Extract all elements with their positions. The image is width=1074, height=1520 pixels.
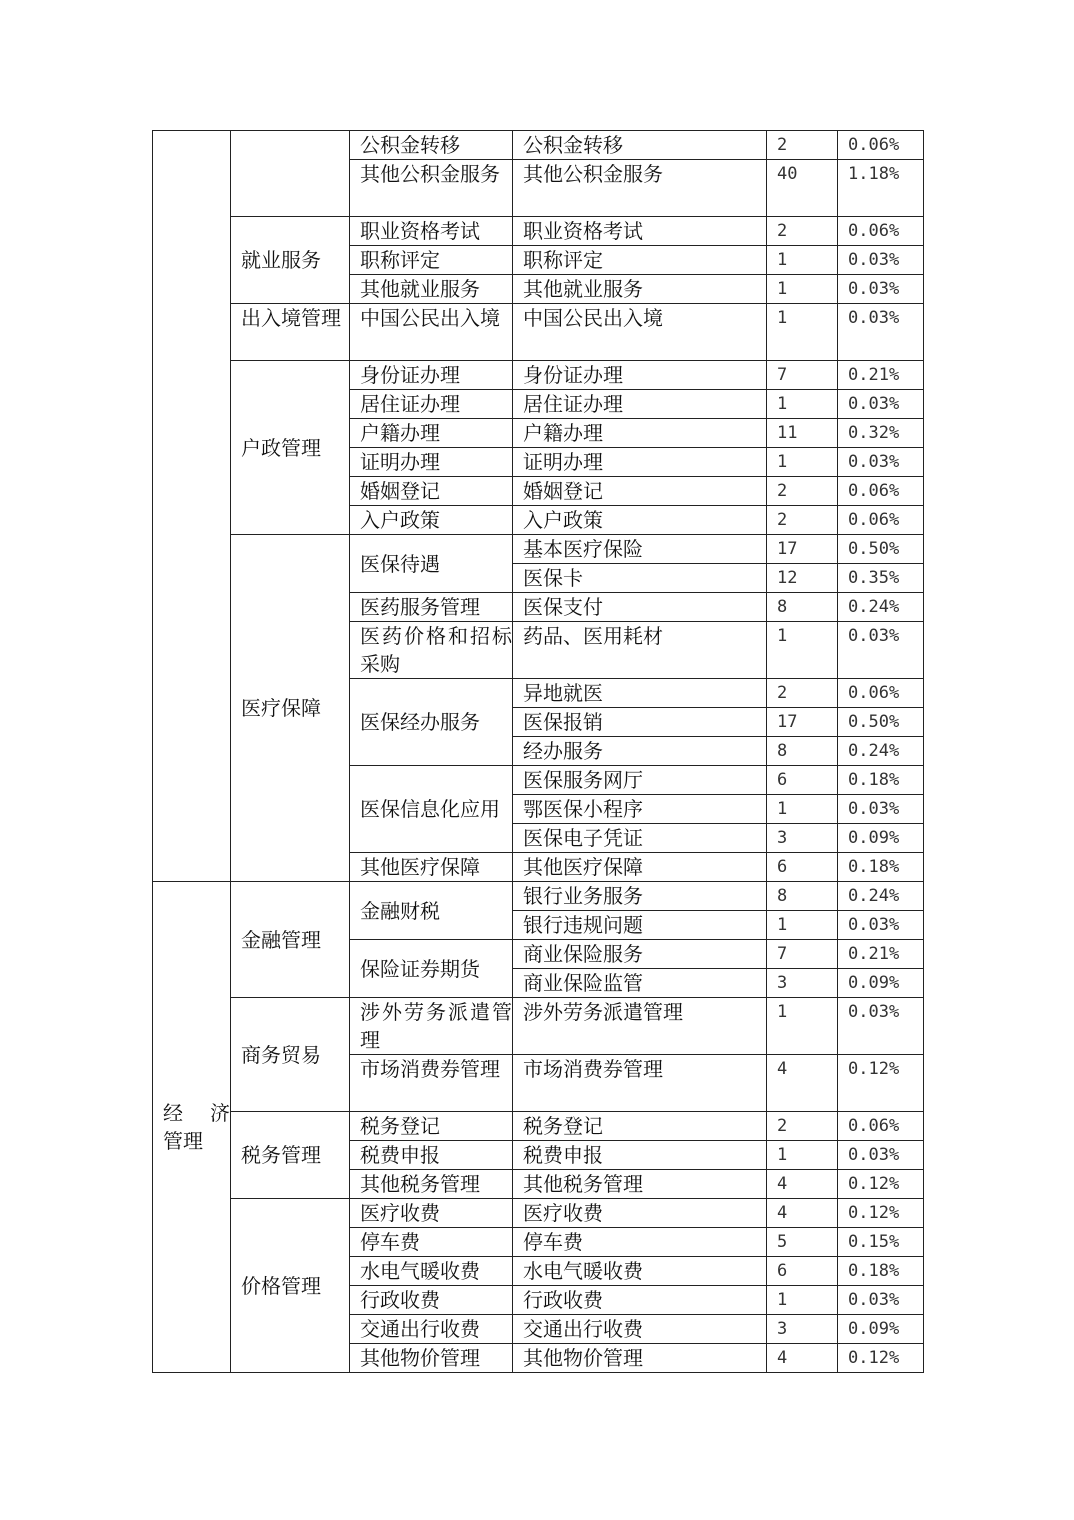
l3-cell: 行政收费	[350, 1286, 513, 1315]
count-cell: 3	[767, 1315, 838, 1344]
count-cell: 3	[767, 824, 838, 853]
pct-cell: 0.12%	[838, 1170, 924, 1199]
l4-cell: 婚姻登记	[513, 477, 767, 506]
l3-cell: 其他就业服务	[350, 275, 513, 304]
count-cell: 1	[767, 275, 838, 304]
pct-cell: 0.03%	[838, 390, 924, 419]
l2-cell: 出入境管理	[231, 304, 350, 361]
l4-cell: 异地就医	[513, 679, 767, 708]
l3-cell: 医疗收费	[350, 1199, 513, 1228]
count-cell: 2	[767, 506, 838, 535]
l1-cell	[153, 131, 231, 882]
pct-cell: 0.03%	[838, 448, 924, 477]
l3-cell: 医药服务管理	[350, 593, 513, 622]
count-cell: 4	[767, 1055, 838, 1112]
count-cell: 1	[767, 390, 838, 419]
l3-cell: 职业资格考试	[350, 217, 513, 246]
l2-cell: 医疗保障	[231, 535, 350, 882]
l2-cell	[231, 131, 350, 217]
l3-cell: 水电气暖收费	[350, 1257, 513, 1286]
count-cell: 8	[767, 737, 838, 766]
pct-cell: 0.21%	[838, 361, 924, 390]
l4-cell: 身份证办理	[513, 361, 767, 390]
l4-cell: 税务登记	[513, 1112, 767, 1141]
count-cell: 1	[767, 1286, 838, 1315]
pct-cell: 0.03%	[838, 275, 924, 304]
l3-cell: 证明办理	[350, 448, 513, 477]
count-cell: 1	[767, 795, 838, 824]
l4-cell: 户籍办理	[513, 419, 767, 448]
l3-cell: 停车费	[350, 1228, 513, 1257]
l1-cell: 经 济 管理	[153, 882, 231, 1373]
count-cell: 2	[767, 131, 838, 160]
l3-cell: 交通出行收费	[350, 1315, 513, 1344]
l4-cell: 税费申报	[513, 1141, 767, 1170]
pct-cell: 0.24%	[838, 593, 924, 622]
l3-cell: 市场消费券管理	[350, 1055, 513, 1112]
table-row	[153, 1199, 924, 1228]
count-cell: 8	[767, 593, 838, 622]
l4-cell: 经办服务	[513, 737, 767, 766]
l4-cell: 商业保险监管	[513, 969, 767, 998]
count-cell: 1	[767, 911, 838, 940]
l4-cell: 医保卡	[513, 564, 767, 593]
l2-cell: 就业服务	[231, 217, 350, 304]
l3-cell: 中国公民出入境	[350, 304, 513, 361]
count-cell: 4	[767, 1344, 838, 1373]
l4-cell: 中国公民出入境	[513, 304, 767, 361]
pct-cell: 0.06%	[838, 1112, 924, 1141]
count-cell: 1	[767, 998, 838, 1055]
l4-cell: 公积金转移	[513, 131, 767, 160]
count-cell: 6	[767, 766, 838, 795]
count-cell: 1	[767, 448, 838, 477]
table-row	[153, 217, 924, 246]
pct-cell: 0.03%	[838, 1286, 924, 1315]
l3-cell: 医保经办服务	[350, 679, 513, 766]
pct-cell: 0.06%	[838, 131, 924, 160]
count-cell: 1	[767, 246, 838, 275]
pct-cell: 0.50%	[838, 535, 924, 564]
count-cell: 11	[767, 419, 838, 448]
count-cell: 8	[767, 882, 838, 911]
l4-cell: 其他就业服务	[513, 275, 767, 304]
count-cell: 2	[767, 1112, 838, 1141]
table-row	[153, 535, 924, 564]
table-row	[153, 131, 924, 160]
l3-cell: 其他医疗保障	[350, 853, 513, 882]
l2-cell: 户政管理	[231, 361, 350, 535]
l4-cell: 医保电子凭证	[513, 824, 767, 853]
pct-cell: 0.32%	[838, 419, 924, 448]
count-cell: 2	[767, 679, 838, 708]
l4-cell: 其他公积金服务	[513, 160, 767, 217]
pct-cell: 0.06%	[838, 477, 924, 506]
l3-cell: 涉外劳务派遣管理	[350, 998, 513, 1055]
l3-cell: 身份证办理	[350, 361, 513, 390]
l4-cell: 医保支付	[513, 593, 767, 622]
table-row	[153, 998, 924, 1055]
l4-cell: 其他物价管理	[513, 1344, 767, 1373]
pct-cell: 0.15%	[838, 1228, 924, 1257]
pct-cell: 0.09%	[838, 824, 924, 853]
count-cell: 4	[767, 1199, 838, 1228]
pct-cell: 0.18%	[838, 1257, 924, 1286]
pct-cell: 0.18%	[838, 766, 924, 795]
l4-cell: 入户政策	[513, 506, 767, 535]
count-cell: 1	[767, 622, 838, 679]
count-cell: 1	[767, 304, 838, 361]
l3-cell: 其他税务管理	[350, 1170, 513, 1199]
l3-cell: 公积金转移	[350, 131, 513, 160]
count-cell: 7	[767, 361, 838, 390]
pct-cell: 0.50%	[838, 708, 924, 737]
table-row	[153, 1112, 924, 1141]
pct-cell: 0.03%	[838, 304, 924, 361]
pct-cell: 0.12%	[838, 1199, 924, 1228]
count-cell: 6	[767, 1257, 838, 1286]
count-cell: 7	[767, 940, 838, 969]
pct-cell: 0.24%	[838, 737, 924, 766]
l3-cell: 金融财税	[350, 882, 513, 940]
pct-cell: 0.09%	[838, 969, 924, 998]
l3-cell: 税费申报	[350, 1141, 513, 1170]
l3-cell: 职称评定	[350, 246, 513, 275]
l4-cell: 医保服务网厅	[513, 766, 767, 795]
l3-cell: 医药价格和招标采购	[350, 622, 513, 679]
l4-cell: 职业资格考试	[513, 217, 767, 246]
l4-cell: 其他医疗保障	[513, 853, 767, 882]
pct-cell: 0.09%	[838, 1315, 924, 1344]
pct-cell: 0.03%	[838, 911, 924, 940]
l4-cell: 银行业务服务	[513, 882, 767, 911]
l3-cell: 保险证券期货	[350, 940, 513, 998]
l4-cell: 其他税务管理	[513, 1170, 767, 1199]
table-row	[153, 882, 924, 911]
l4-cell: 商业保险服务	[513, 940, 767, 969]
table-row	[153, 304, 924, 361]
count-cell: 12	[767, 564, 838, 593]
l4-cell: 停车费	[513, 1228, 767, 1257]
pct-cell: 0.18%	[838, 853, 924, 882]
l3-cell: 居住证办理	[350, 390, 513, 419]
count-cell: 2	[767, 217, 838, 246]
l4-cell: 基本医疗保险	[513, 535, 767, 564]
l4-cell: 证明办理	[513, 448, 767, 477]
l4-cell: 职称评定	[513, 246, 767, 275]
pct-cell: 0.12%	[838, 1055, 924, 1112]
l4-cell: 交通出行收费	[513, 1315, 767, 1344]
count-cell: 17	[767, 535, 838, 564]
pct-cell: 0.03%	[838, 622, 924, 679]
pct-cell: 0.03%	[838, 246, 924, 275]
l2-cell: 金融管理	[231, 882, 350, 998]
pct-cell: 0.03%	[838, 998, 924, 1055]
l3-cell: 税务登记	[350, 1112, 513, 1141]
l3-cell: 其他物价管理	[350, 1344, 513, 1373]
pct-cell: 0.06%	[838, 679, 924, 708]
l3-cell: 婚姻登记	[350, 477, 513, 506]
l4-cell: 医疗收费	[513, 1199, 767, 1228]
count-cell: 4	[767, 1170, 838, 1199]
l4-cell: 行政收费	[513, 1286, 767, 1315]
count-cell: 6	[767, 853, 838, 882]
category-statistics-table	[152, 130, 924, 1373]
pct-cell: 0.06%	[838, 217, 924, 246]
table-row	[153, 361, 924, 390]
count-cell: 5	[767, 1228, 838, 1257]
l4-cell: 涉外劳务派遣管理	[513, 998, 767, 1055]
count-cell: 17	[767, 708, 838, 737]
l4-cell: 水电气暖收费	[513, 1257, 767, 1286]
pct-cell: 0.21%	[838, 940, 924, 969]
pct-cell: 1.18%	[838, 160, 924, 217]
l4-cell: 市场消费券管理	[513, 1055, 767, 1112]
pct-cell: 0.35%	[838, 564, 924, 593]
pct-cell: 0.03%	[838, 1141, 924, 1170]
l2-cell: 价格管理	[231, 1199, 350, 1373]
pct-cell: 0.12%	[838, 1344, 924, 1373]
l3-cell: 户籍办理	[350, 419, 513, 448]
l3-cell: 医保待遇	[350, 535, 513, 593]
l2-cell: 税务管理	[231, 1112, 350, 1199]
count-cell: 40	[767, 160, 838, 217]
l4-cell: 医保报销	[513, 708, 767, 737]
l4-cell: 鄂医保小程序	[513, 795, 767, 824]
l3-cell: 医保信息化应用	[350, 766, 513, 853]
l4-cell: 银行违规问题	[513, 911, 767, 940]
l4-cell: 药品、医用耗材	[513, 622, 767, 679]
count-cell: 3	[767, 969, 838, 998]
l4-cell: 居住证办理	[513, 390, 767, 419]
l3-cell: 入户政策	[350, 506, 513, 535]
count-cell: 2	[767, 477, 838, 506]
pct-cell: 0.03%	[838, 795, 924, 824]
l3-cell: 其他公积金服务	[350, 160, 513, 217]
pct-cell: 0.24%	[838, 882, 924, 911]
pct-cell: 0.06%	[838, 506, 924, 535]
l2-cell: 商务贸易	[231, 998, 350, 1112]
count-cell: 1	[767, 1141, 838, 1170]
